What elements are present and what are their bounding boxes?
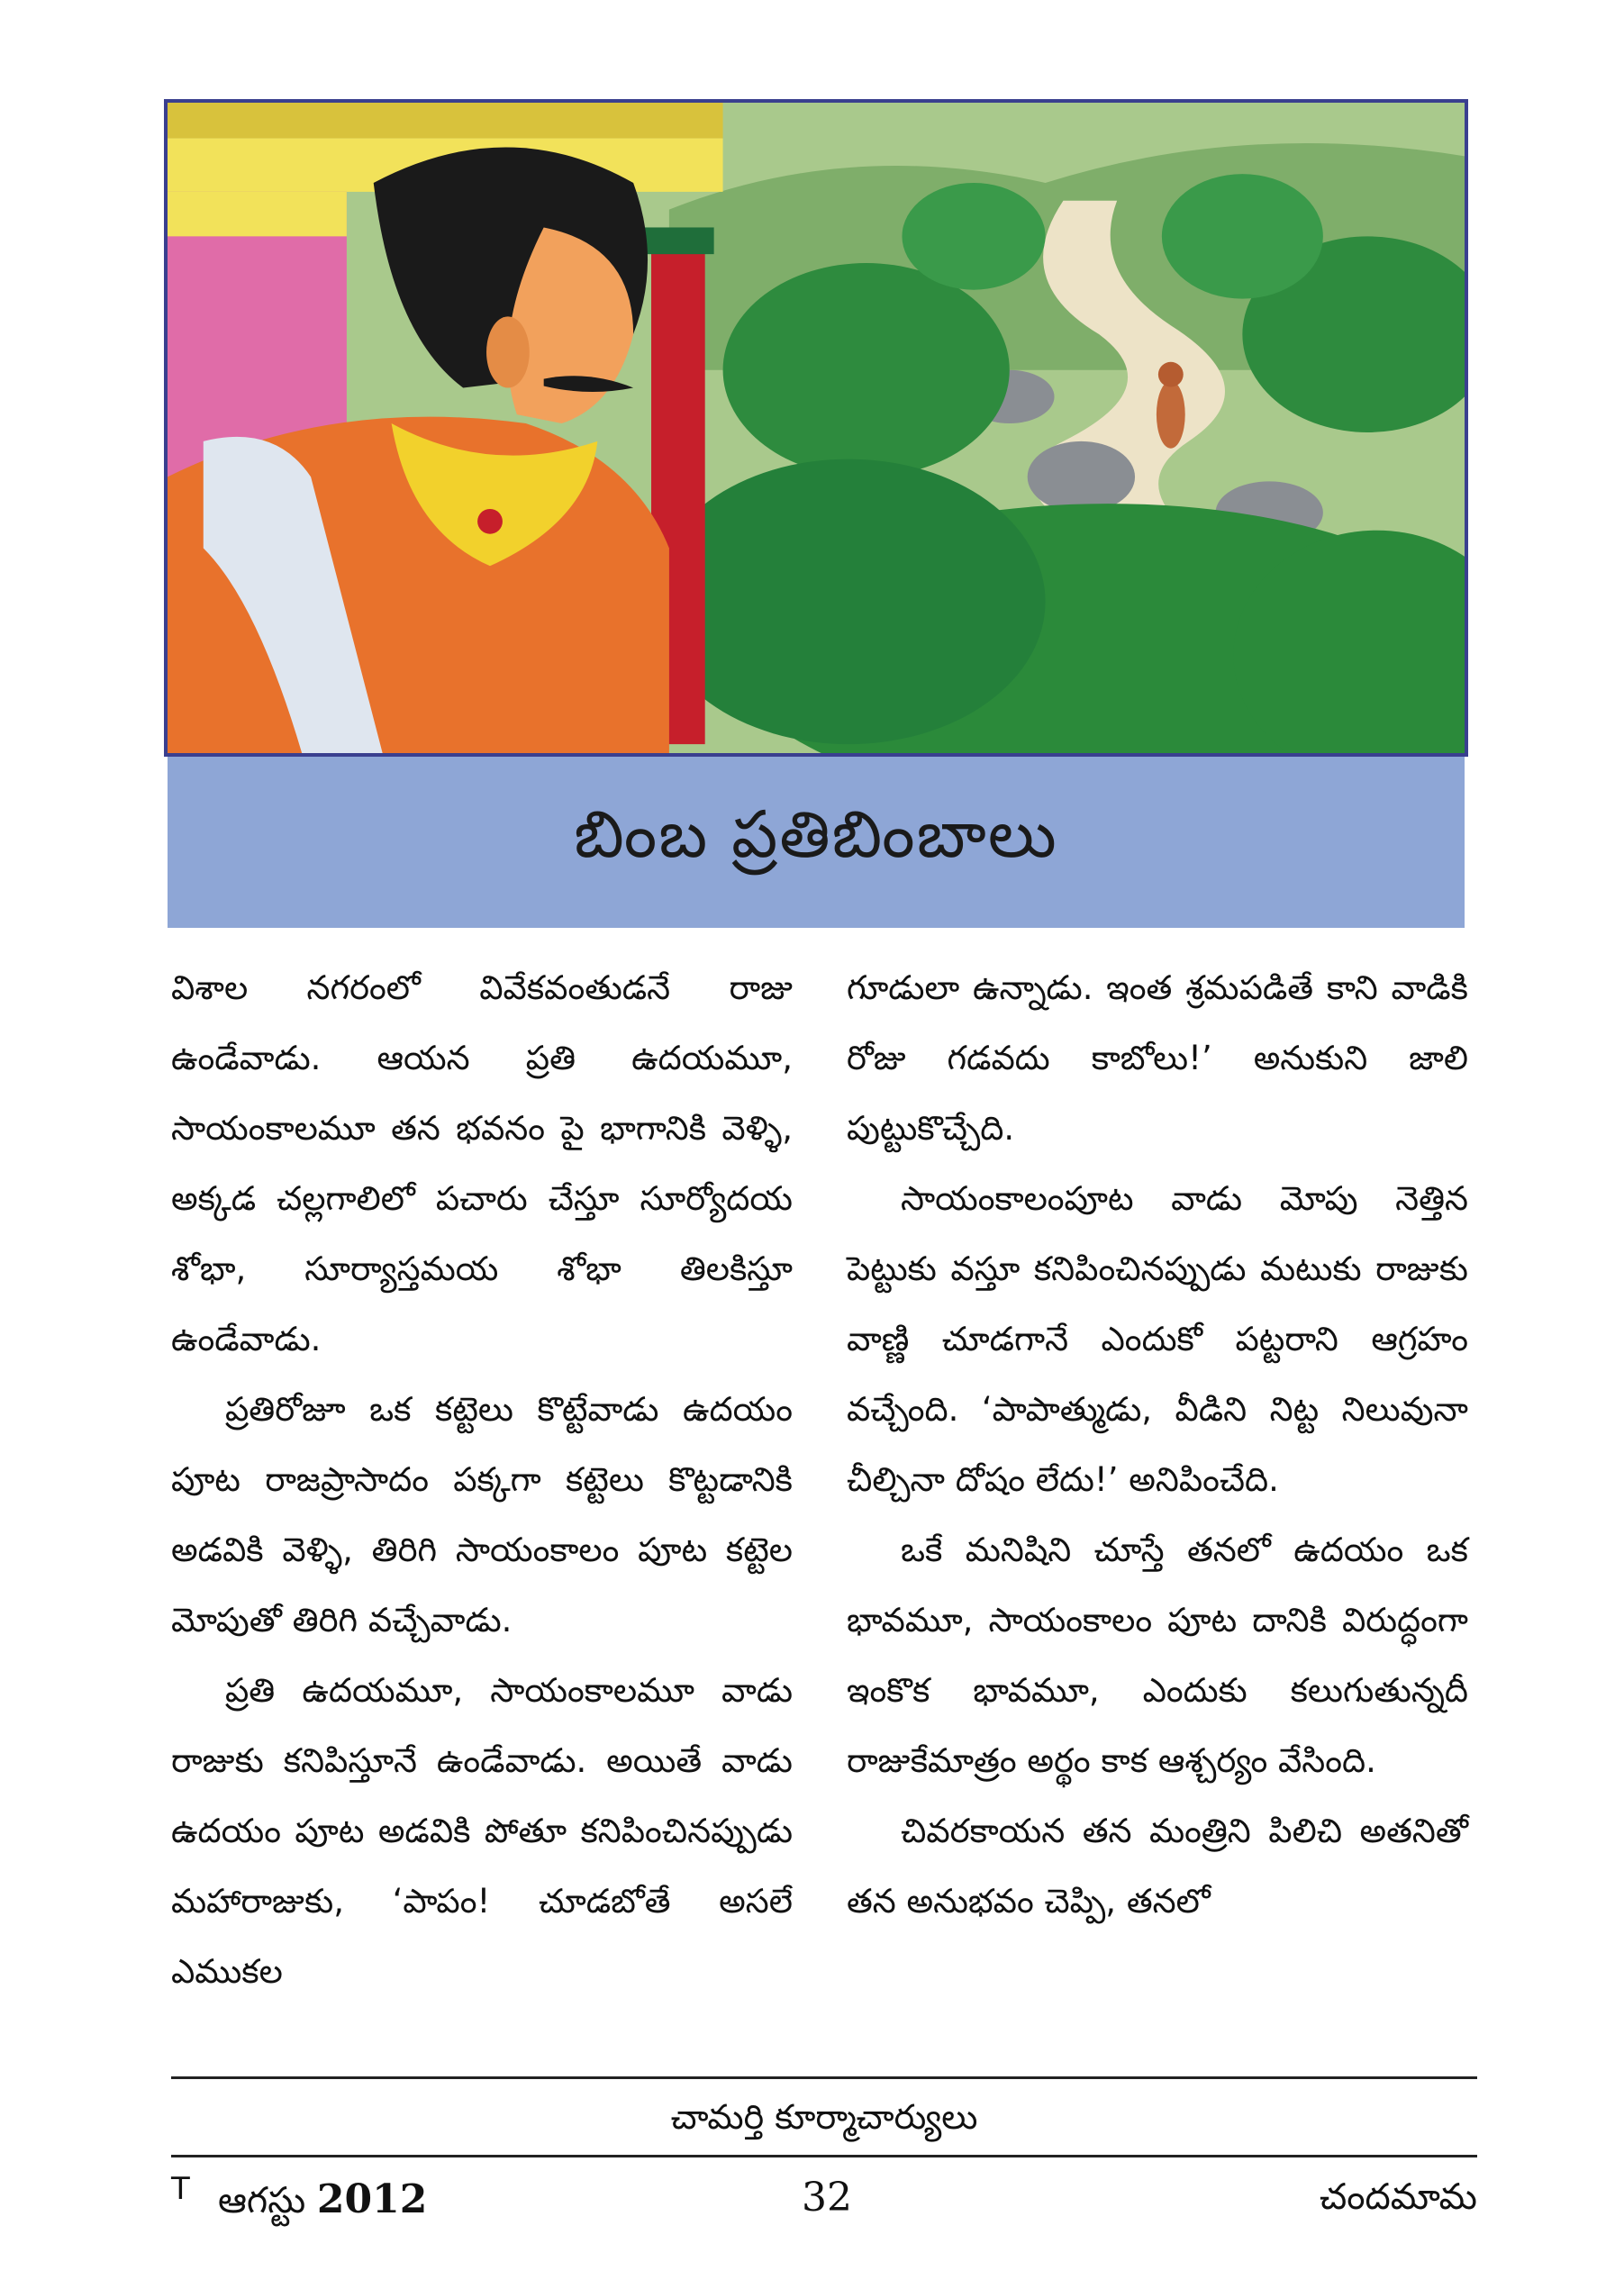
right-column (847, 953, 1468, 1937)
paragraph: ప్రతి ఉదయమూ, సాయంకాలమూ వాడు రాజుకు కనిపిస్తూనే ఉండేవాడు. అయితే వాడు ఉదయం పూట అడవికి పోతూ కనిపించినప్పుడు మహారాజుకు, ‘పాపం! చూడబోతే అసలే ఎముకల (171, 1671, 793, 1991)
paragraph: చివరకాయన తన మంత్రిని పిలిచి అతనితో తన అనుభవం చెప్పి, తనలో (847, 1812, 1468, 1921)
story-body (171, 953, 1477, 2070)
title-band (168, 757, 1465, 928)
paragraph: గూడులా ఉన్నాడు. ఇంత శ్రమపడితే కాని వాడికి రోజు గడవదు కాబోలు!’ అనుకుని జాలి పుట్టుకొచ్చేది. (847, 968, 1468, 1148)
issue-date (218, 2176, 427, 2230)
left-column (171, 953, 793, 2007)
divider (171, 2155, 1477, 2157)
divider (171, 2076, 1477, 2079)
paragraph: విశాల నగరంలో వివేకవంతుడనే రాజు ఉండేవాడు. ఆయన ప్రతి ఉదయమూ, సాయంకాలమూ తన భవనం పై భాగానికి వెళ్ళి, అక్కడ చల్లగాలిలో పచారు చేస్తూ సూర్యోదయ శోభా, సూర్యాస్తమయ శోభా తిలకిస్తూ ఉండేవాడు. (171, 968, 793, 1358)
page-footer (171, 2171, 1477, 2234)
page-number: 32 (802, 2175, 852, 2221)
paragraph: ఒకే మనిషిని చూస్తే తనలో ఉదయం ఒక భావమూ, సాయంకాలం పూట దానికి విరుద్ధంగా ఇంకొక భావమూ, ఎందుకు కలుగుతున్నదీ రాజుకేమాత్రం అర్థం కాక ఆశ్చర్యం వేసింది. (847, 1531, 1468, 1780)
story-title: బింబ ప్రతిబింబాలు (574, 796, 1058, 872)
story-illustration (164, 99, 1468, 757)
footer-mark: T (171, 2171, 190, 2207)
issue-year: 2012 (316, 2176, 428, 2222)
king-and-woodcutter-illustration (168, 103, 1465, 753)
paragraph: సాయంకాలంపూట వాడు మోపు నెత్తిన పెట్టుకు వస్తూ కనిపించినప్పుడు మటుకు రాజుకు వాణ్ణి చూడగానే ఎందుకో పట్టరాని ఆగ్రహం వచ్చేంది. ‘పాపాత్ముడు, వీడిని నిట్ట నిలువునా చీల్చినా దోషం లేదు!’ అనిపించేది. (847, 1179, 1468, 1499)
issue-month: ఆగస్టు (218, 2180, 306, 2221)
paragraph: ప్రతిరోజూ ఒక కట్టెలు కొట్టేవాడు ఉదయం పూట రాజప్రాసాదం పక్కగా కట్టెలు కొట్టడానికి అడవికి వెళ్ళి, తిరిగి సాయంకాలం పూట కట్టెల మోపుతో తిరిగి వచ్చేవాడు. (171, 1390, 793, 1640)
magazine-name: చందమామ (1319, 2176, 1477, 2218)
author-name: చామర్తి కూర్మాచార్యులు (670, 2097, 978, 2137)
